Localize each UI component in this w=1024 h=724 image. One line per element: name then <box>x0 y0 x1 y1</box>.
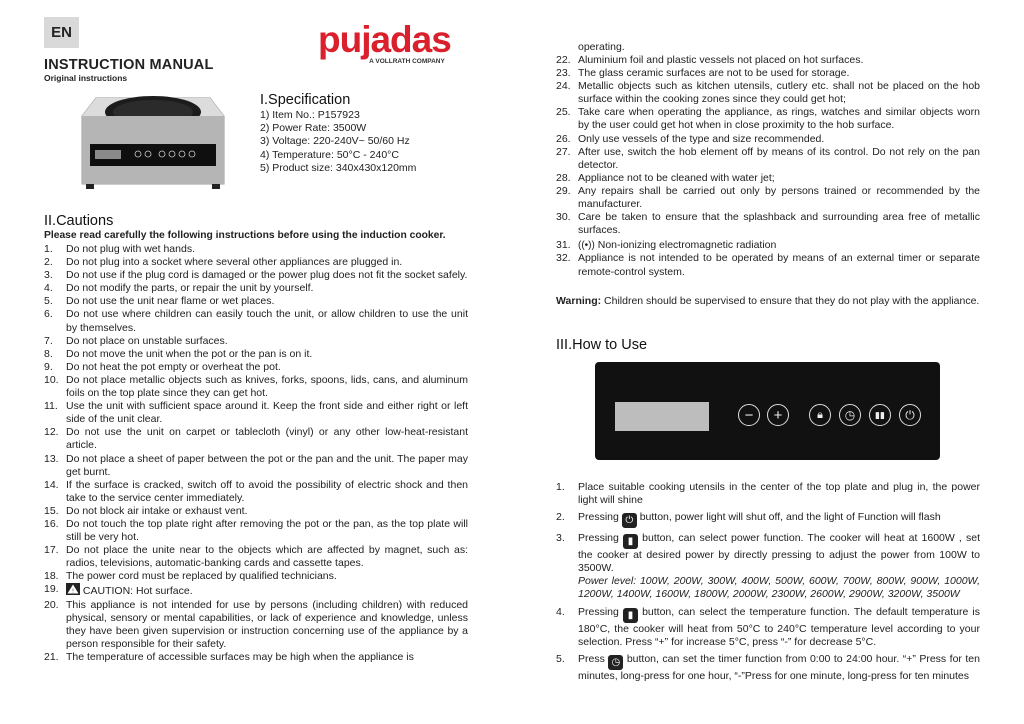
hot-surface-warning-icon <box>66 583 80 595</box>
power-level-list: Power level: 100W, 200W, 300W, 400W, 500W, 600W, 700W, 800W, 900W, 1000W, 1200W, 1400W, 1600W, 1800W, 2000W, 2300W, 2600W, 2900W, 3200W, 3500W <box>578 575 980 601</box>
caution-item: 11. Use the unit with sufficient space around it. Keep the front side and either right or left side of the unit clear. <box>44 400 468 426</box>
lock-icon: 🔒︎ <box>809 404 831 426</box>
function-icon: ▮▮ <box>869 404 891 426</box>
caution-item: 30. Care be taken to ensure that the splashback and surrounding area free of metallic surfaces. <box>556 211 980 237</box>
power-icon: ⏻ <box>899 404 921 426</box>
cautions-list-right <box>556 54 980 279</box>
panel-display <box>615 402 709 431</box>
control-panel-image <box>595 362 940 460</box>
brand-name: pujadas <box>318 19 451 60</box>
spec-item: 5) Product size: 340x430x120mm <box>260 161 417 174</box>
caution-item: 20. This appliance is not intended for use by persons (including children) with reduced physical, sensory or mental capabilities, or lack of experience and knowledge, unless they have been given supervision or instruction concerning use of the appliance by a person responsible for their safety. <box>44 598 468 650</box>
timer-button-icon: ◷ <box>608 655 623 670</box>
brand-logo <box>318 19 451 65</box>
caution-item: 6. Do not use where children can easily touch the unit, or allow children to use the unit by themselves. <box>44 308 468 334</box>
caution-item: 12. Do not use the unit on carpet or tablecloth (vinyl) or any other low-heat-resistant article. <box>44 426 468 452</box>
power-button-icon: ⏻ <box>622 513 637 528</box>
spec-item: 2) Power Rate: 3500W <box>260 122 367 135</box>
cautions-intro: Please read carefully the following instructions before using the induction cooker. <box>44 230 446 241</box>
caution-item: 17. Do not place the unite near to the objects which are affected by magnet, such as: radios, televisions, automatic-banking cards and cassette tapes. <box>44 544 468 570</box>
caution-item: 31. ((•)) Non-ionizing electromagnetic radiation <box>556 239 777 252</box>
caution-item: 13. Do not place a sheet of paper between the pot or the pan and the unit. The paper may get burnt. <box>44 452 468 478</box>
plus-icon: + <box>767 404 789 426</box>
temperature-button-icon: ▮ <box>623 608 638 623</box>
step-item: 2. Pressing ⏻ button, power light will shut off, and the light of Function will flash <box>556 511 941 527</box>
step-item: 5. Press ◷ button, can set the timer function from 0:00 to 24:00 hour. “+” Press for ten minutes, long-press for one hour, “-”Press for one minute, long-press for ten minutes <box>556 652 980 682</box>
caution-item: 10. Do not place metallic objects such as knives, forks, spoons, lids, cans, and aluminum foils on the top plate since they can get hot. <box>44 373 468 400</box>
spec-item: 4) Temperature: 50°C - 240°C <box>260 148 399 161</box>
spec-item: 1) Item No.: P157923 <box>260 109 360 121</box>
how-to-use-heading: III.How to Use <box>556 337 648 353</box>
cautions-list-left <box>44 243 468 664</box>
specification-heading: I.Specification <box>260 92 351 108</box>
cautions-heading: II.Cautions <box>44 213 114 229</box>
spec-item: 3) Voltage: 220-240V~ 50/60 Hz <box>260 135 410 148</box>
step-item: 4. Pressing ▮ button, can select the temperature function. The default temperature is 180°C, the cooker will heat from 50°C to 240°C temperature level according to your selection. Press “+” for increase 5°C, press “-” for decrease 5°C. <box>556 605 980 648</box>
warning-note: Warning: Children should be supervised to ensure that they do not play with the appliance. <box>556 295 980 307</box>
function-button-icon: ▮ <box>623 534 638 549</box>
caution-item: 5. Do not use the unit near flame or wet places. <box>44 295 275 308</box>
caution-item: 21. The temperature of accessible surfaces may be high when the appliance is <box>44 650 414 663</box>
caution-item: 7. Do not place on unstable surfaces. <box>44 334 228 347</box>
radiation-icon: ((•)) <box>578 240 595 252</box>
caution-item: 1. Do not plug with wet hands. <box>44 243 195 255</box>
language-badge: EN <box>44 17 79 48</box>
specification-list <box>260 109 416 175</box>
caution-item: 4. Do not modify the parts, or repair the unit by yourself. <box>44 282 314 295</box>
caution-item: 26. Only use vessels of the type and size recommended. <box>556 132 825 145</box>
how-to-use-steps <box>556 481 980 687</box>
induction-cooker-image <box>78 92 228 192</box>
brand-tagline: A VOLLRATH COMPANY <box>369 58 445 65</box>
caution-item: 18. The power cord must be replaced by qualified technicians. <box>44 570 337 583</box>
step-item: 1. Place suitable cooking utensils in the center of the top plate and plug in, the power light will shine <box>556 481 980 507</box>
minus-icon: − <box>738 404 760 426</box>
caution-item: 3. Do not use if the plug cord is damaged or the power plug does not fit the socket safely. <box>44 269 468 282</box>
caution-continued: operating. <box>578 41 625 53</box>
caution-item: 22. Aluminium foil and plastic vessels not placed on hot surfaces. <box>556 54 864 66</box>
caution-item: 25. Take care when operating the appliance, as rings, watches and similar objects worn by the user could get hot when in close proximity to the hob surface. <box>556 106 980 132</box>
caution-item: 24. Metallic objects such as kitchen utensils, cutlery etc. shall not be placed on the hob surface within the cooking zones since they could get hot; <box>556 80 980 106</box>
manual-subtitle: Original instructions <box>44 73 128 83</box>
timer-icon: ◷ <box>839 404 861 426</box>
caution-item: 15. Do not block air intake or exhaust vent. <box>44 504 248 517</box>
caution-item: 27. After use, switch the hob element off by means of its control. Do not rely on the pan detector. <box>556 145 980 171</box>
caution-item: 14. If the surface is cracked, switch off to avoid the possibility of electric shock and then take to the service center immediately. <box>44 478 468 504</box>
svg-text:!: ! <box>71 589 75 596</box>
caution-item: 9. Do not heat the pot empty or overheat the pot. <box>44 360 281 373</box>
manual-title: INSTRUCTION MANUAL <box>44 57 214 73</box>
caution-item: 19. ! CAUTION: Hot surface. <box>44 583 193 598</box>
caution-item: 28. Appliance not to be cleaned with water jet; <box>556 171 775 184</box>
step-item: 3. Pressing ▮ button, can select power function. The cooker will heat at 1600W , set the cooker at desired power by directly pressing to adjust the power from 100W to 3500W. Power level: 100W, 200W, 300W, 400W, 500W, 600W, 700W, 800W, 900W, 1000W, 1200W, 1400W, 1600W, 1800W, 2000W, 2300W, 2600W, 2900W, 3200W, 3500W <box>556 532 980 601</box>
caution-item: 23. The glass ceramic surfaces are not to be used for storage. <box>556 67 850 80</box>
caution-item: 29. Any repairs shall be carried out only by persons trained or recommended by the manufacturer. <box>556 184 980 211</box>
caution-item: 8. Do not move the unit when the pot or the pan is on it. <box>44 347 313 360</box>
caution-item: 16. Do not touch the top plate right after removing the pot or the pan, as the top plate will still be very hot. <box>44 517 468 544</box>
caution-item: 2. Do not plug into a socket where several other appliances are plugged in. <box>44 256 403 269</box>
caution-item: 32. Appliance is not intended to be operated by means of an external timer or separate remote-control system. <box>556 252 980 278</box>
